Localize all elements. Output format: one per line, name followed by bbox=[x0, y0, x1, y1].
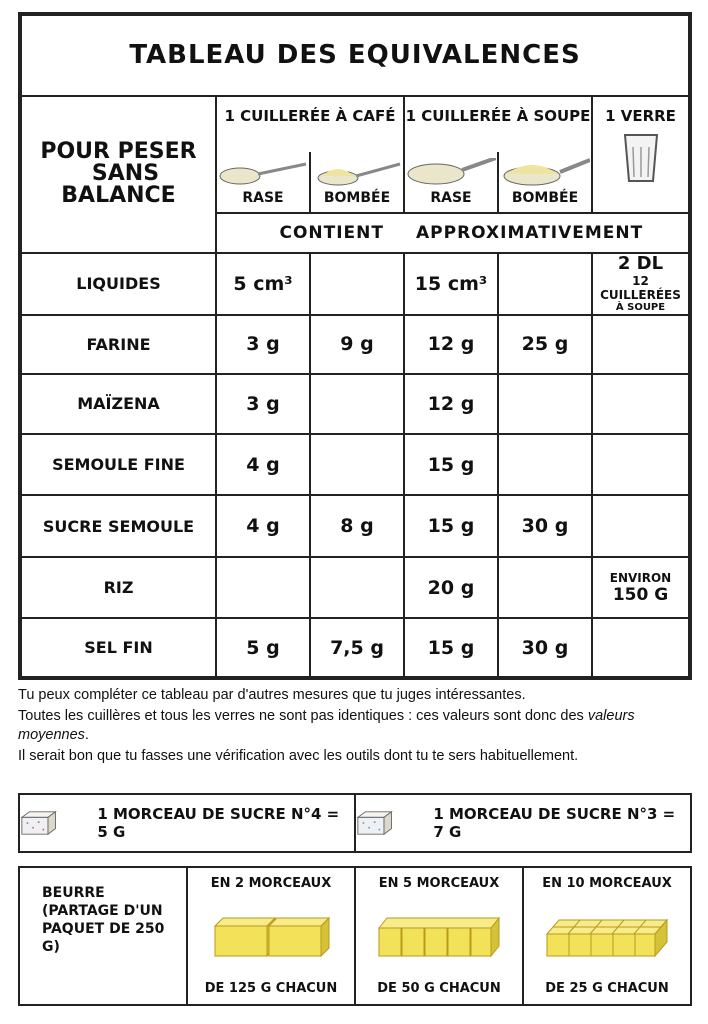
note-emphasis: valeurs moyennes bbox=[18, 708, 635, 743]
left-header-line: BALANCE bbox=[61, 183, 176, 209]
verre-cell bbox=[592, 253, 689, 315]
verre-cell bbox=[592, 315, 689, 375]
value-cell bbox=[310, 434, 404, 496]
butter-10-pieces-icon bbox=[545, 912, 669, 960]
verre-line: À SOUPE bbox=[615, 302, 666, 314]
butter-cell-subtitle: DE 50 G CHACUN bbox=[377, 981, 501, 996]
note-paragraph bbox=[18, 707, 698, 745]
header-verre-label: 1 VERRE bbox=[605, 106, 676, 125]
teaspoon-flat-icon bbox=[218, 162, 308, 186]
note-paragraph: Tu peux compléter ce tableau par d'autres mesures que tu juges intéressantes. bbox=[18, 687, 526, 703]
sugar-n4-text: 1 MORCEAU DE SUCRE N°4 = 5 G bbox=[97, 805, 340, 841]
notes bbox=[18, 684, 698, 768]
value-cell: 7,5 g bbox=[310, 618, 404, 677]
left-header-line: SANS bbox=[91, 161, 160, 187]
table-title: TABLEAU DES EQUIVALENCES bbox=[21, 15, 689, 96]
contient-label: CONTIENT bbox=[216, 213, 404, 253]
table-row bbox=[21, 495, 689, 557]
value-cell: 30 g bbox=[498, 495, 592, 557]
sugar-box bbox=[18, 793, 692, 853]
header-cuillere-cafe: 1 CUILLERÉE À CAFÉ bbox=[216, 96, 404, 153]
rase-label: RASE bbox=[242, 189, 284, 206]
value-cell bbox=[498, 253, 592, 315]
value-cell: 25 g bbox=[498, 315, 592, 375]
butter-label-line: BEURRE bbox=[42, 885, 105, 901]
verre-cell bbox=[592, 495, 689, 557]
cafe-rase-cell bbox=[216, 152, 310, 213]
sugar-cell-n4 bbox=[20, 795, 354, 851]
approx-label: APPROXIMATIVEMENT bbox=[404, 213, 689, 253]
butter-cell-subtitle: DE 25 G CHACUN bbox=[545, 981, 669, 996]
verre-line: 2 DL bbox=[617, 253, 664, 275]
value-cell: 4 g bbox=[216, 434, 310, 496]
row-label: SEMOULE FINE bbox=[21, 434, 216, 496]
teaspoon-heaped-icon bbox=[312, 162, 402, 186]
soupe-bombee-cell bbox=[498, 152, 592, 213]
left-header-line: POUR PESER bbox=[40, 139, 197, 165]
row-label: SEL FIN bbox=[21, 618, 216, 677]
value-cell: 5 g bbox=[216, 618, 310, 677]
butter-cell-10 bbox=[522, 868, 690, 1004]
value-cell: 15 g bbox=[404, 495, 498, 557]
butter-label-line: (PARTAGE D'UN bbox=[42, 903, 163, 919]
value-cell: 12 g bbox=[404, 315, 498, 375]
tablespoon-flat-icon bbox=[406, 158, 496, 186]
row-label: SUCRE SEMOULE bbox=[21, 495, 216, 557]
note-paragraph: Il serait bon que tu fasses une vérification avec les outils dont tu te sers habituellement. bbox=[18, 748, 579, 764]
header-verre bbox=[592, 96, 689, 213]
butter-cell-title: EN 10 MORCEAUX bbox=[542, 876, 672, 891]
value-cell bbox=[310, 374, 404, 434]
row-label: MAÏZENA bbox=[21, 374, 216, 434]
value-cell: 9 g bbox=[310, 315, 404, 375]
value-cell: 15 cm³ bbox=[404, 253, 498, 315]
value-cell: 3 g bbox=[216, 374, 310, 434]
glass-icon bbox=[621, 131, 661, 185]
bombee-label: BOMBÉE bbox=[511, 189, 579, 206]
value-cell: 20 g bbox=[404, 557, 498, 619]
verre-cell bbox=[592, 618, 689, 677]
value-cell: 5 cm³ bbox=[216, 253, 310, 315]
butter-cell-subtitle: DE 125 G CHACUN bbox=[204, 981, 338, 996]
value-cell: 15 g bbox=[404, 618, 498, 677]
butter-2-pieces-icon bbox=[211, 912, 331, 960]
value-cell: 4 g bbox=[216, 495, 310, 557]
row-label: RIZ bbox=[21, 557, 216, 619]
value-cell: 15 g bbox=[404, 434, 498, 496]
butter-cell-2 bbox=[186, 868, 354, 1004]
rase-label: RASE bbox=[430, 189, 472, 206]
table-row bbox=[21, 557, 689, 619]
equivalence-table bbox=[18, 12, 692, 680]
butter-5-pieces-icon bbox=[377, 912, 501, 960]
value-cell bbox=[498, 374, 592, 434]
row-label: FARINE bbox=[21, 315, 216, 375]
value-cell bbox=[310, 253, 404, 315]
butter-cell-5 bbox=[354, 868, 522, 1004]
value-cell bbox=[310, 557, 404, 619]
value-cell: 8 g bbox=[310, 495, 404, 557]
verre-line: 12 CUILLERÉES bbox=[600, 274, 681, 303]
value-cell: 3 g bbox=[216, 315, 310, 375]
value-cell: 30 g bbox=[498, 618, 592, 677]
verre-cell bbox=[592, 374, 689, 434]
butter-label-line: PAQUET DE 250 G) bbox=[42, 921, 165, 955]
sugar-n3-text: 1 MORCEAU DE SUCRE N°3 = 7 G bbox=[433, 805, 676, 841]
row-label: LIQUIDES bbox=[21, 253, 216, 315]
sugar-cube-icon bbox=[20, 809, 57, 837]
sugar-cube-icon bbox=[356, 809, 393, 837]
soupe-rase-cell bbox=[404, 152, 498, 213]
verre-line: ENVIRON bbox=[609, 570, 672, 585]
table-row bbox=[21, 618, 689, 677]
sugar-cell-n3 bbox=[354, 795, 690, 851]
value-cell bbox=[498, 557, 592, 619]
butter-label bbox=[20, 868, 186, 1004]
tablespoon-heaped-icon bbox=[500, 158, 590, 186]
table-row bbox=[21, 434, 689, 496]
left-header bbox=[21, 96, 216, 253]
note-text: Toutes les cuillères et tous les verres ne sont pas identiques : ces valeurs sont donc des bbox=[18, 708, 588, 724]
value-cell bbox=[216, 557, 310, 619]
verre-cell bbox=[592, 557, 689, 619]
table-row bbox=[21, 253, 689, 315]
bombee-label: BOMBÉE bbox=[323, 189, 391, 206]
note-text: . bbox=[84, 727, 89, 743]
verre-cell bbox=[592, 434, 689, 496]
value-cell: 12 g bbox=[404, 374, 498, 434]
cafe-bombee-cell bbox=[310, 152, 404, 213]
verre-line: 150 G bbox=[612, 584, 669, 605]
table-row bbox=[21, 315, 689, 375]
header-cuillere-soupe: 1 CUILLERÉE À SOUPE bbox=[404, 96, 592, 153]
butter-box bbox=[18, 866, 692, 1006]
table-row bbox=[21, 374, 689, 434]
value-cell bbox=[498, 434, 592, 496]
butter-cell-title: EN 2 MORCEAUX bbox=[210, 876, 332, 891]
butter-cell-title: EN 5 MORCEAUX bbox=[378, 876, 500, 891]
